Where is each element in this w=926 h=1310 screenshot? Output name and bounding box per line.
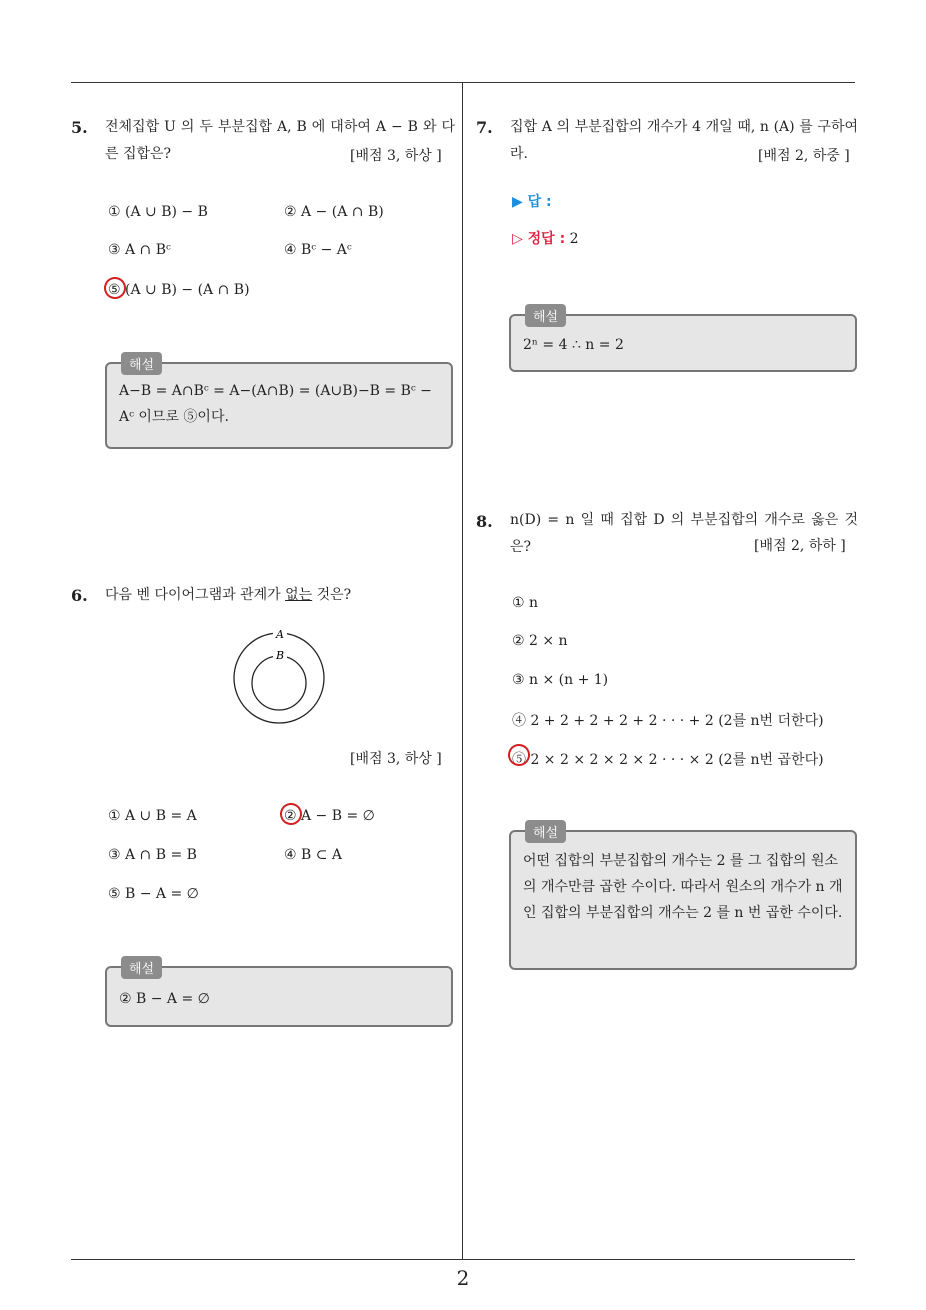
q6-explanation-label: 해설	[121, 956, 162, 979]
q6-text-underlined: 없는	[285, 587, 313, 603]
q6-number: 6.	[71, 586, 88, 605]
top-rule	[71, 82, 855, 83]
q7-correct-label: ▷ 정답 :	[512, 231, 566, 247]
q5-explanation-box	[105, 358, 453, 449]
q7-explanation-text: 2ⁿ = 4 ∴ n = 2	[523, 337, 624, 353]
q6-explanation-text: ② B − A = ∅	[119, 991, 210, 1007]
q7-number: 7.	[476, 118, 493, 137]
q6-choice-3[interactable]: ③ A ∩ B = B	[108, 847, 197, 863]
q6-choice-1[interactable]: ① A ∪ B = A	[108, 808, 197, 824]
venn-label-b: B	[275, 649, 285, 662]
q7-meta: [배점 2, 하중 ]	[758, 148, 850, 164]
q8-choice-1[interactable]: ① n	[512, 595, 539, 611]
q6-text-before: 다음 벤 다이어그램과 관계가	[105, 587, 286, 603]
q5-meta: [배점 3, 하상 ]	[350, 148, 442, 164]
q7-explanation-label: 해설	[525, 304, 566, 327]
venn-inner-set	[252, 656, 306, 710]
q7-correct-answer	[512, 228, 579, 248]
q5-explanation-label: 해설	[121, 352, 162, 375]
q6-text-after: 것은?	[312, 587, 352, 603]
q8-choice-4[interactable]: ④ 2 + 2 + 2 + 2 + 2 · · · + 2 (2를 n번 더한다)	[512, 713, 824, 729]
q7-answer-label: ▶ 답 :	[512, 194, 552, 210]
q8-explanation-box	[509, 826, 857, 970]
q5-text: 전체집합 U 의 두 부분집합 A, B 에 대하여 A − B 와 다른 집합은?	[105, 119, 455, 162]
q5-choice-3[interactable]: ③ A ∩ Bᶜ	[108, 242, 171, 258]
q6-choice-5[interactable]: ⑤ B − A = ∅	[108, 886, 199, 902]
q5-choice-5[interactable]: ⑤ (A ∪ B) − (A ∩ B)	[108, 282, 250, 298]
q8-meta: [배점 2, 하하 ]	[754, 538, 846, 554]
q8-choice-3[interactable]: ③ n × (n + 1)	[512, 672, 609, 688]
q5-explanation-text: A−B = A∩Bᶜ = A−(A∩B) = (A∪B)−B = Bᶜ − Aᶜ 이므로 ⑤이다.	[119, 383, 432, 425]
q8-explanation-label: 해설	[525, 820, 566, 843]
q8-choice-2[interactable]: ② 2 × n	[512, 633, 568, 649]
column-divider	[462, 82, 463, 1260]
q8-number: 8.	[476, 512, 493, 531]
q6-explanation-box	[105, 962, 453, 1027]
q5-choice-2[interactable]: ② A − (A ∩ B)	[284, 204, 384, 220]
q8-text: n(D) = n 일 때 집합 D 의 부분집합의 개수로 옳은 것은?	[510, 512, 858, 555]
q7-text: 집합 A 의 부분집합의 개수가 4 개일 때, n (A) 를 구하여라.	[510, 119, 858, 162]
q6-meta: [배점 3, 하상 ]	[350, 751, 442, 767]
q7-correct-value: 2	[569, 231, 579, 247]
venn-label-a: A	[276, 628, 284, 641]
bottom-rule	[71, 1259, 855, 1260]
q8-explanation-text: 어떤 집합의 부분집합의 개수는 2 를 그 집합의 원소의 개수만큼 곱한 수이다. 따라서 원소의 개수가 n 개인 집합의 부분집합의 개수는 2 를 n 번 곱한 수이다.	[523, 853, 843, 921]
q6-choice-4[interactable]: ④ B ⊂ A	[284, 847, 343, 863]
q7-explanation-box	[509, 310, 857, 372]
q5-choice-1[interactable]: ① (A ∪ B) − B	[108, 204, 208, 220]
q5-choice-4[interactable]: ④ Bᶜ − Aᶜ	[284, 242, 352, 258]
venn-diagram	[220, 620, 340, 730]
q6-text	[105, 582, 455, 609]
page-number: 2	[456, 1266, 470, 1290]
q8-choice-5[interactable]: ⑤ 2 × 2 × 2 × 2 × 2 · · · × 2 (2를 n번 곱한다)	[512, 752, 824, 768]
q5-number: 5.	[71, 118, 88, 137]
q6-choice-2[interactable]: ② A − B = ∅	[284, 808, 375, 824]
